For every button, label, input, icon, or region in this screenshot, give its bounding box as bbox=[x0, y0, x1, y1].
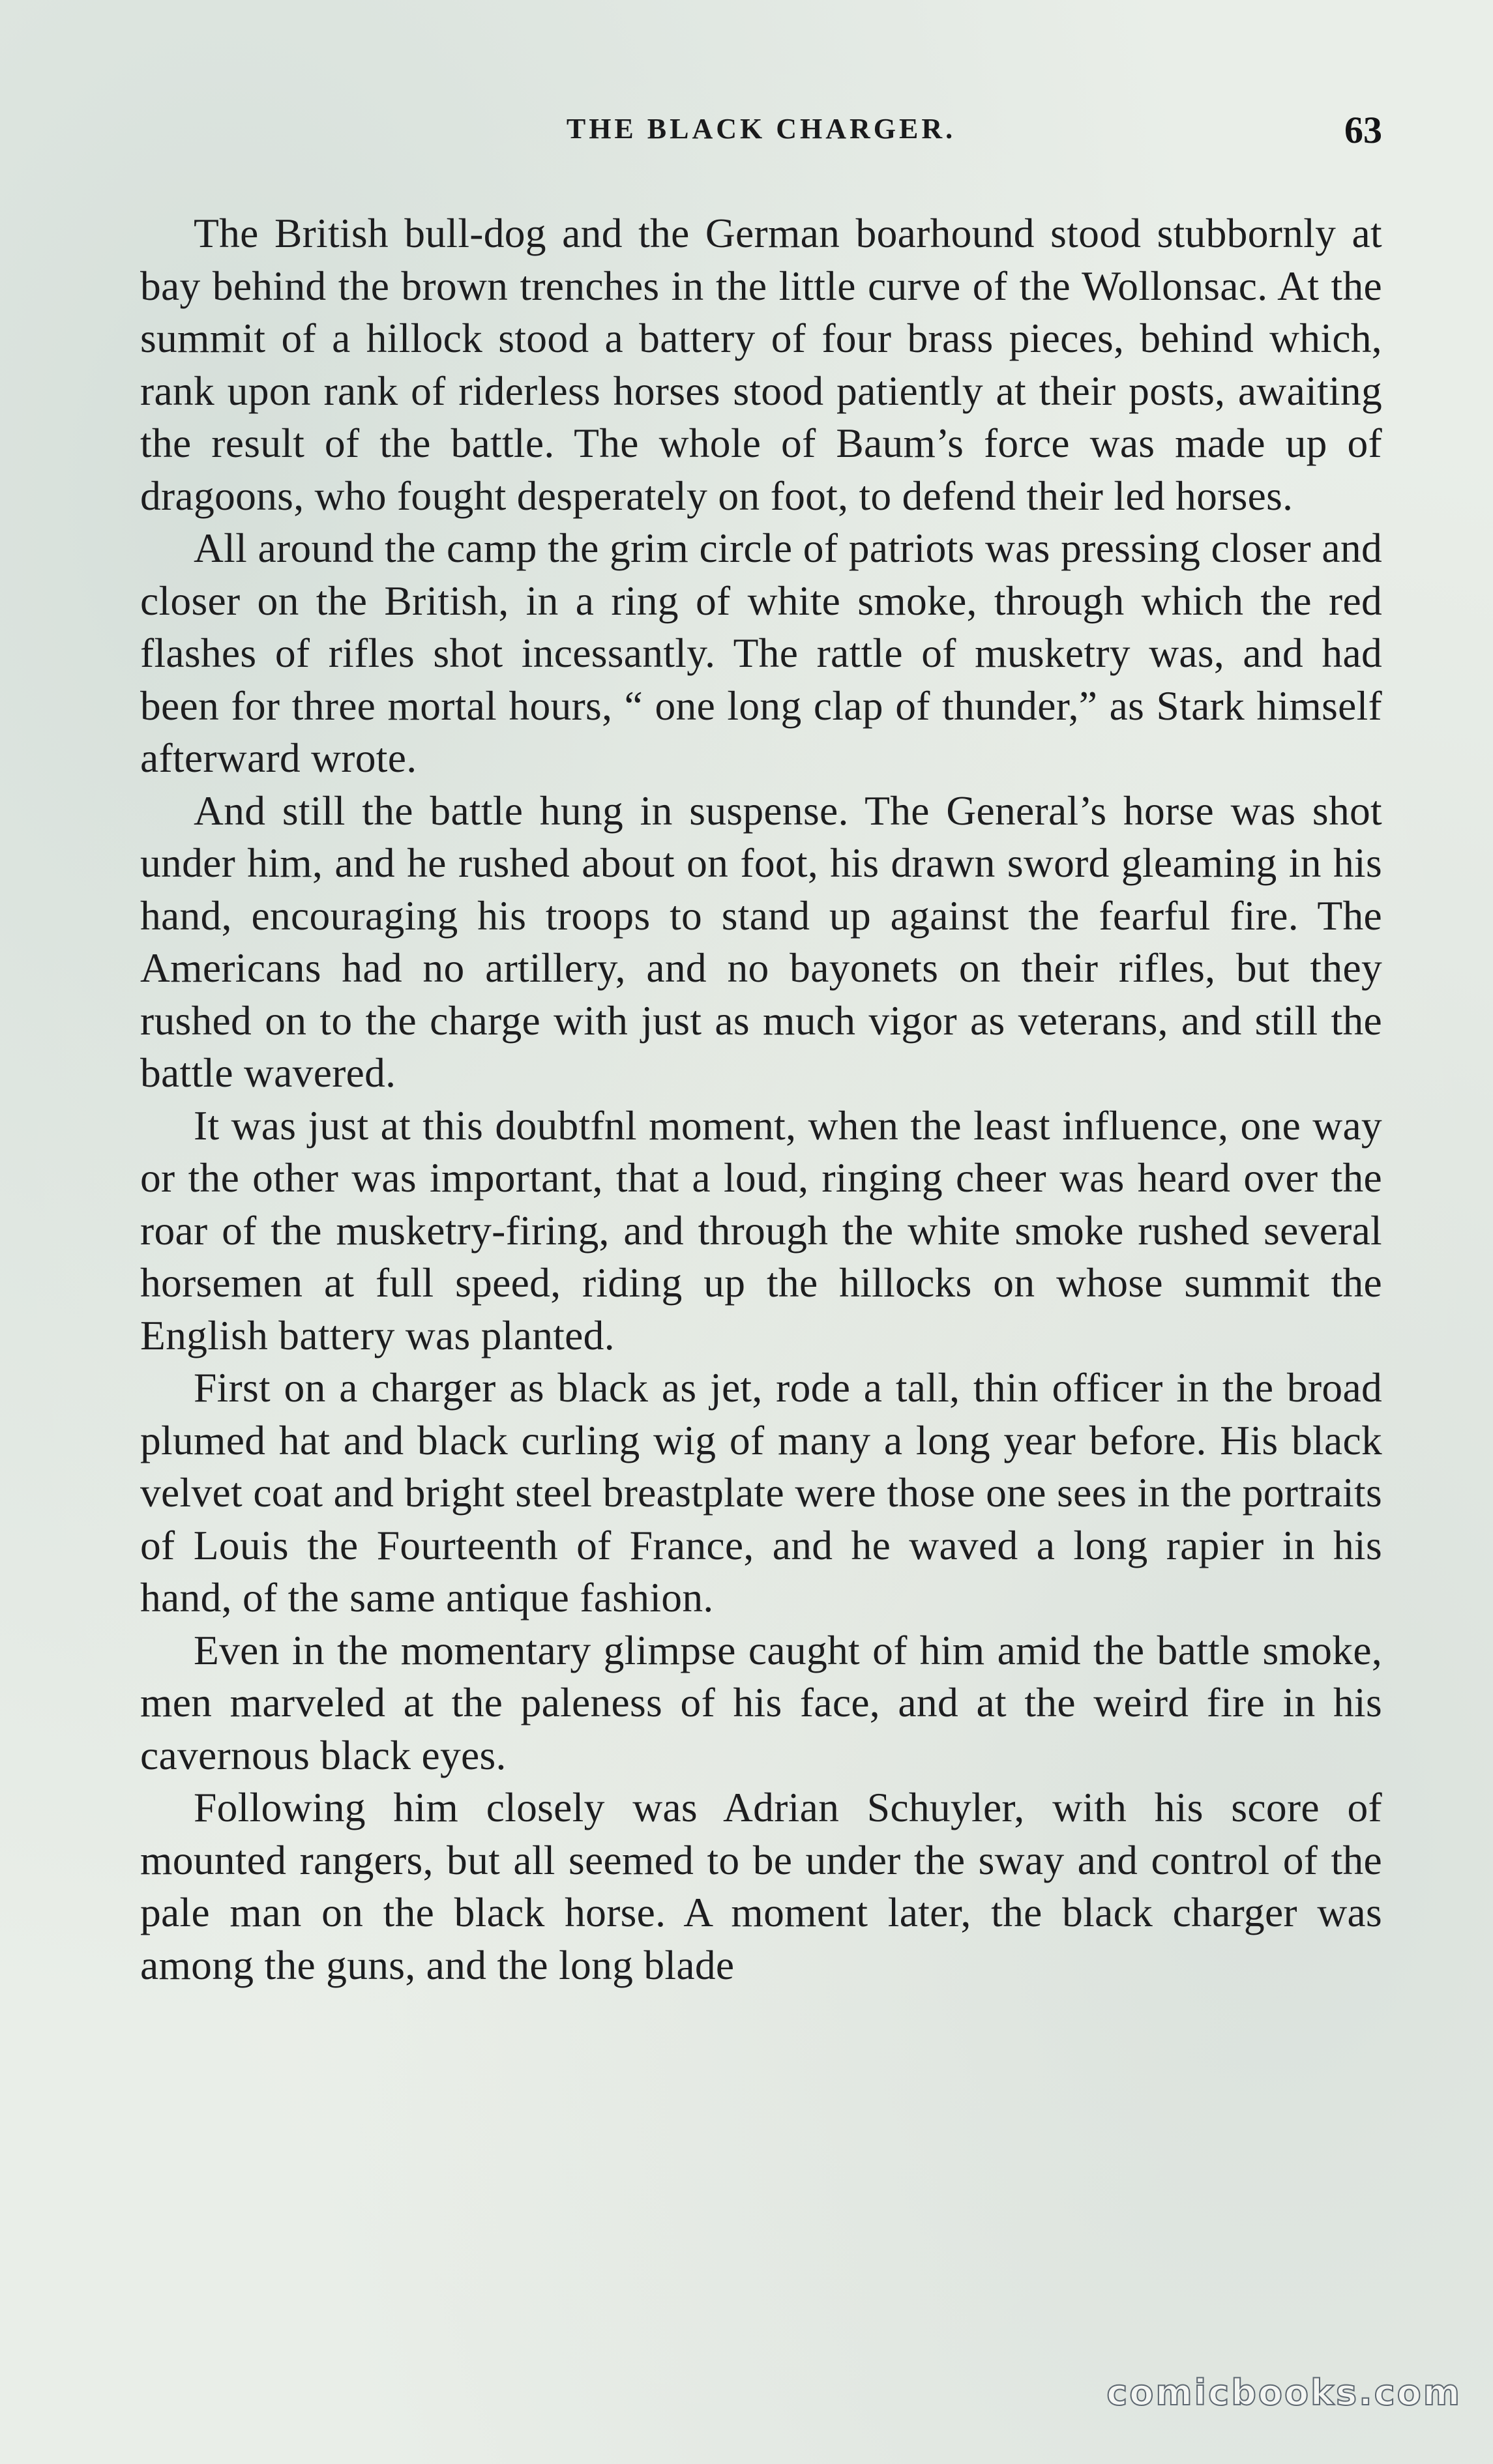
paragraph: Following him closely was Adrian Schuyler, with his score of mounted rangers, but all seemed to be under the sway and control of the pale man on the black horse. A moment later, the black charger was among the guns, and the long blade bbox=[140, 1784, 1382, 1988]
paragraph: The British bull-dog and the German boarhound stood stubbornly at bay behind the brown trenches in the little curve of the Wollonsac. At the summit of a hillock stood a battery of four brass pieces, behind which, rank upon rank of riderless horses stood patiently at their posts, awaiting the result of the battle. The whole of Baum’s force was made up of dragoons, who fought desperately on foot, to defend their led horses. bbox=[140, 210, 1382, 519]
paragraph: It was just at this doubtfnl moment, when the least influence, one way or the other was important, that a loud, ringing cheer was heard over the roar of the musketry-firing, and through the white smoke rushed several horsemen at full speed, riding up the hillocks on whose summit the English battery was planted. bbox=[140, 1102, 1382, 1358]
running-head bbox=[140, 109, 1382, 158]
paragraph: All around the camp the grim circle of patriots was pressing closer and closer on the British, in a ring of white smoke, through which the red flashes of rifles shot incessantly. The rattle of musketry was, and had been for three mortal hours, “ one long clap of thunder,” as Stark himself afterward wrote. bbox=[140, 525, 1382, 781]
running-title: THE BLACK CHARGER. bbox=[566, 113, 956, 145]
paragraph: And still the battle hung in suspense. The General’s horse was shot under him, and he rushed about on foot, his drawn sword gleaming in his hand, encouraging his troops to stand up against the fearful fire. The Americans had no artillery, and no bayonets on their rifles, but they rushed on to the charge with just as much vigor as veterans, and still the battle wavered. bbox=[140, 787, 1382, 1096]
paragraph: First on a charger as black as jet, rode a tall, thin officer in the broad plumed hat and black curling wig of many a long year before. His black velvet coat and bright steel breastplate were those one sees in the portraits of Louis the Fourteenth of France, and he waved a long rapier in his hand, of the same antique fashion. bbox=[140, 1364, 1382, 1621]
watermark: comicbooks.com bbox=[1106, 2372, 1462, 2413]
paragraph: Even in the momentary glimpse caught of him amid the battle smoke, men marveled at the paleness of his face, and at the weird fire in his cavernous black eyes. bbox=[140, 1626, 1382, 1778]
body-text bbox=[140, 207, 1382, 1991]
page-number: 63 bbox=[1344, 109, 1382, 151]
